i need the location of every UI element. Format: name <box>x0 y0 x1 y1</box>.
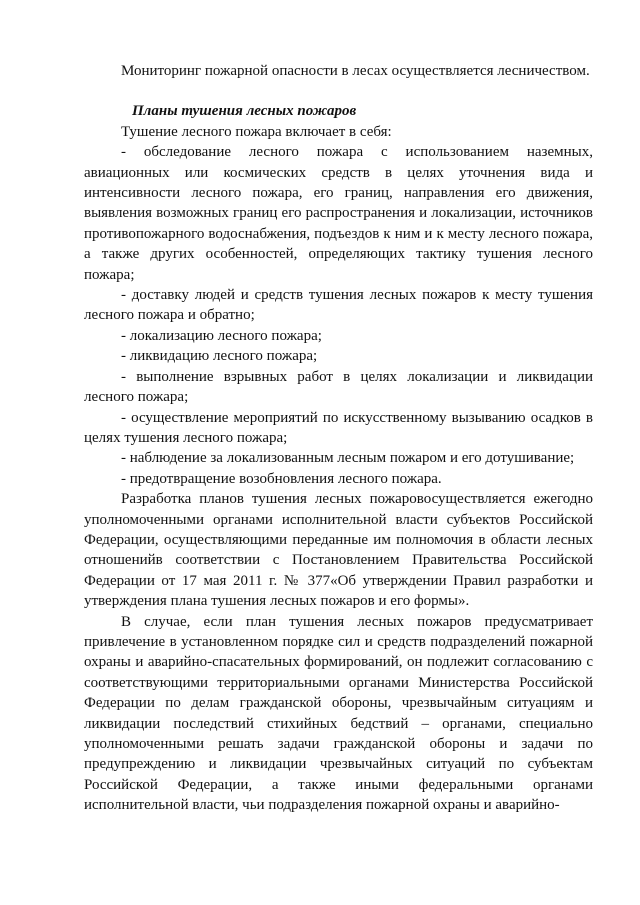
list-item: - выполнение взрывных работ в целях локализации и ликвидации лесного пожара; <box>84 368 593 406</box>
list-item: - доставку людей и средств тушения лесных пожаров к месту тушения лесного пожара и обратно; <box>84 287 593 324</box>
plans-paragraph: Разработка планов тушения лесных пожаровосуществляется ежегодно уполномоченными органами исполнительной власти субъектов Российской Федерации, осуществляющими переданные им полномочия в области лесных отношенийв соответствии с Постановлением Правительства Российской Федерации от 17 мая 2011 г. № 377«Об утверждении Правил разработки и утверждения плана тушения лесных пожаров и его формы». <box>84 491 593 610</box>
section-heading: Планы тушения лесных пожаров <box>132 103 357 120</box>
list-item: - локализацию лесного пожара; <box>121 327 322 344</box>
intro-paragraph: Мониторинг пожарной опасности в лесах осуществляется лесничеством. <box>121 63 590 79</box>
list-item: - осуществление мероприятий по искусственному вызыванию осадков в целях тушения лесного пожара; <box>84 409 593 446</box>
list-item: - предотвращение возобновления лесного пожара. <box>121 470 442 487</box>
list-item: - обследование лесного пожара с использованием наземных, авиационных или космических средств в целях уточнения вида и интенсивности лесного пожара, его границ, направления его движения, выявления возможных границ его распространения и локализации, источников противопожарного водоснабжения, подъездов к ним и к месту лесного пожара, а также других особенностей, определяющих тактику тушения лесного пожара; <box>84 144 593 283</box>
list-item: - наблюдение за локализованным лесным пожаром и его дотушивание; <box>121 450 575 467</box>
case-paragraph: В случае, если план тушения лесных пожаров предусматривает привлечение в установленном порядке сил и средств подразделений пожарной охраны и аварийно-спасательных формирований, он подлежит согласованию с соответствующими территориальными органами Министерства Российской Федерации по делам гражданской обороны, чрезвычайным ситуациям и ликвидации последствий стихийных бедствий – органами, специально уполномоченными решать задачи гражданской обороны и задачи по предупреждению и ликвидации чрезвычайных ситуаций по субъектам Российской Федерации, а также иными федеральными органами исполнительной власти, чьи подразделения пожарной охраны и аварийно- <box>84 613 593 814</box>
list-item: - ликвидацию лесного пожара; <box>121 348 318 365</box>
lead-paragraph: Тушение лесного пожара включает в себя: <box>121 123 392 140</box>
